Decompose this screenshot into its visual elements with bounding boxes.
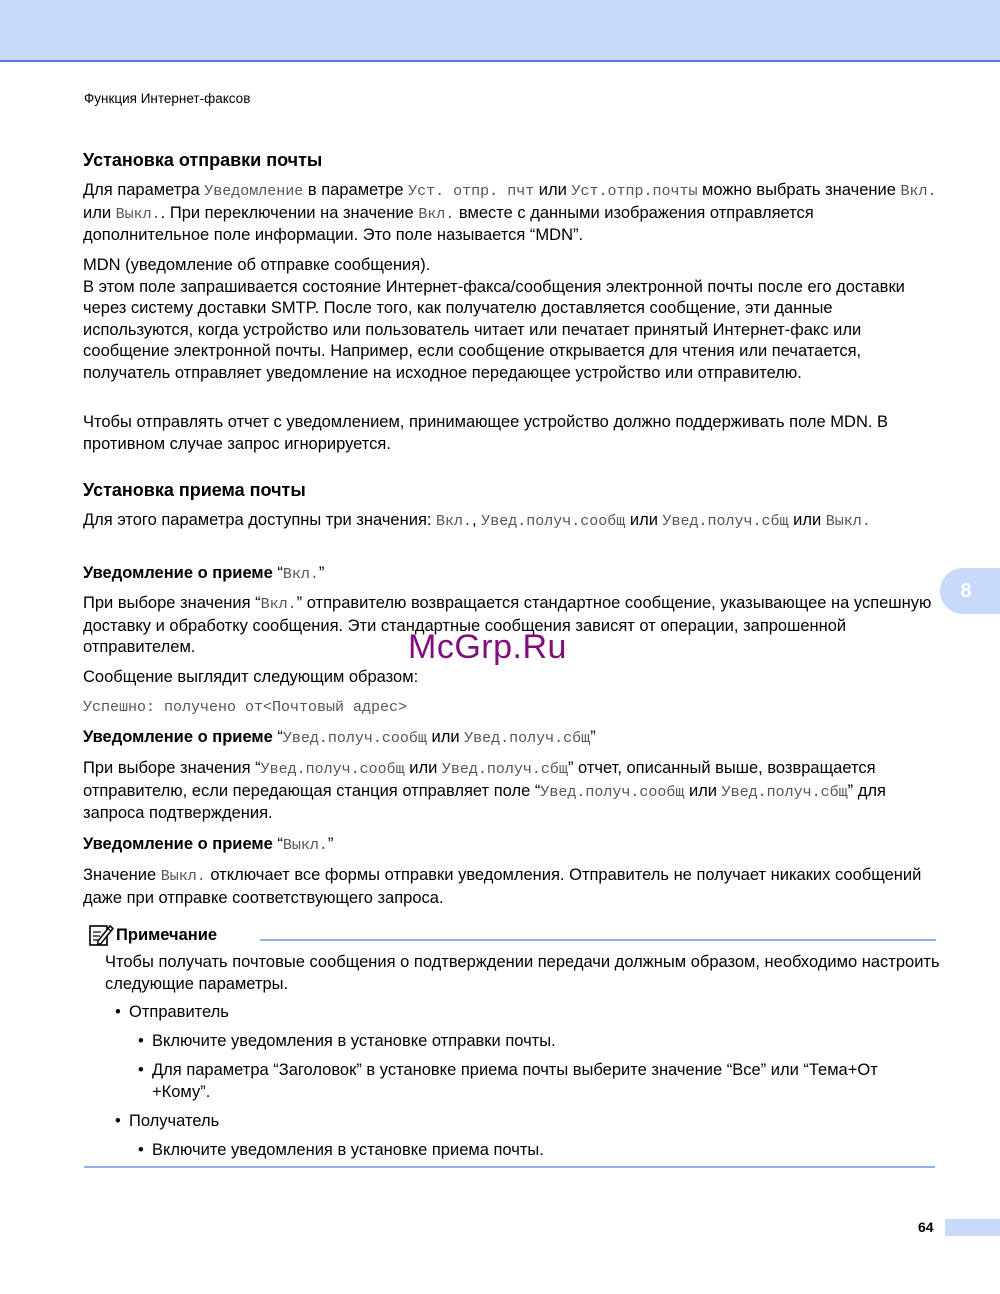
note-divider <box>260 939 936 941</box>
receipt-mdn-text <box>83 758 943 825</box>
note-text: Чтобы получать почтовые сообщения о подтверждении передачи должным образом, необходимо настроить следующие параметры. <box>105 953 940 993</box>
bold-text: Уведомление о приеме <box>83 564 273 582</box>
text-run: При выборе значения “ <box>83 759 261 777</box>
text-run: или <box>625 511 663 529</box>
text-run: “ <box>272 564 283 582</box>
list-item-receiver: • Получатель <box>115 1112 220 1130</box>
display-value: Уведомление <box>204 183 304 200</box>
display-value: Вкл. <box>260 596 297 613</box>
text-run: ” <box>327 835 334 853</box>
display-value: Увед.получ.сбщ <box>464 730 591 747</box>
display-value: Выкл. <box>825 513 871 530</box>
note-title: Примечание <box>116 925 218 944</box>
text-run: “ <box>272 835 283 853</box>
text-run: Для этого параметра доступны три значения: <box>83 511 437 529</box>
send-paragraph-2 <box>83 255 943 384</box>
text-run: ” отправителю возвращается стандартное сообщение, указывающее на успешную доставку и обработку сообщения. Эти стандартные сообщения зависят от операции, запрошенной отправителем. <box>83 594 932 656</box>
text-run: вместе с данными изображения отправляется дополнительное поле информации. Это поле называется “MDN”. <box>83 203 814 244</box>
text-run: или <box>404 759 442 777</box>
text-run: , <box>472 511 482 529</box>
chapter-tab: 8 <box>940 568 1000 614</box>
page-number: 64 <box>918 1219 934 1235</box>
list-item-sender-2: • Для параметра “Заголовок” в установке приема почты выберите значение “Все” или “Тема+От +Кому”. <box>138 1061 878 1101</box>
text-run: или <box>83 203 116 222</box>
receipt-off-text <box>83 865 943 909</box>
display-value: Увед.получ.сбщ <box>441 761 568 778</box>
receiver-label: Получатель <box>129 1112 220 1130</box>
list-item-sender: • Отправитель <box>115 1003 229 1021</box>
display-value: Увед.получ.сбщ <box>662 513 789 530</box>
text-run: “ <box>272 728 283 746</box>
display-value: Выкл. <box>282 837 328 854</box>
send-section-title: Установка отправки почты <box>83 150 323 170</box>
display-value: Вкл. <box>900 183 937 200</box>
bold-text: Уведомление о приеме <box>83 728 273 746</box>
list-item-receiver-1: • Включите уведомления в установке приема почты. <box>138 1141 544 1159</box>
watermark: McGrp.Ru <box>408 628 567 666</box>
receipt-on-title <box>83 563 943 586</box>
text-run: ” <box>590 728 596 746</box>
mdn-description: В этом поле запрашивается состояние Интернет-факса/сообщения электронной почты после его доставки через систему доставки SMTP. После того, как получателю доставляется сообщение, эти данные используются, когда устройство или пользователь читает или печатает принятый Интернет-факс или сообщение электронной почты. Например, если сообщение открывается для чтения или печатается, получатель отправляет уведомление на исходное передающее устройство или отправителю. <box>83 277 905 382</box>
text-run: или <box>426 728 465 746</box>
page-tab <box>945 1219 1000 1236</box>
text-run: можно выбрать значение <box>697 181 901 199</box>
display-value: Увед.получ.сообщ <box>260 761 405 778</box>
receive-intro <box>83 510 943 533</box>
text-run: отключает все формы отправки уведомления. Отправитель не получает никаких сообщений даже при отправке соответствующего запроса. <box>83 866 922 907</box>
send-paragraph-3: Чтобы отправлять отчет с уведомлением, принимающее устройство должно поддерживать поле MDN. В противном случае запрос игнорируется. <box>83 413 889 453</box>
text-run: Значение <box>83 866 161 884</box>
note-header <box>88 923 217 947</box>
display-value: Выкл. <box>115 205 161 223</box>
sender-label: Отправитель <box>129 1003 229 1021</box>
receipt-mdn-title <box>83 727 943 750</box>
display-value: Увед.получ.сообщ <box>282 730 427 747</box>
display-value: Вкл. <box>418 205 455 223</box>
running-title: Функция Интернет-факсов <box>84 91 251 106</box>
text-run: или <box>534 181 572 199</box>
send-paragraph-1 <box>83 180 943 247</box>
header-band <box>0 0 1000 62</box>
text-run: или <box>684 781 722 800</box>
list-item-sender-1: • Включите уведомления в установке отправки почты. <box>138 1032 556 1050</box>
text-run: При выборе значения “ <box>83 594 261 612</box>
text-run: Для параметра <box>83 181 205 199</box>
text-run: ” для запроса подтверждения. <box>83 781 886 822</box>
receive-section-title: Установка приема почты <box>83 480 306 500</box>
text-run: ” <box>318 564 325 582</box>
display-value: Увед.получ.сообщ <box>540 783 685 801</box>
example-intro: Сообщение выглядит следующим образом: <box>83 668 419 686</box>
example-message: Успешно: получено от<Почтовый адрес> <box>83 699 408 716</box>
display-value: Увед.получ.сообщ <box>481 513 626 530</box>
note-bottom-divider <box>84 1166 935 1168</box>
text-run: или <box>788 511 826 529</box>
display-value: Выкл. <box>160 868 206 885</box>
text-run: в параметре <box>303 181 409 199</box>
display-value: Вкл. <box>282 566 319 583</box>
text-run: . При переключении на значение <box>160 203 419 222</box>
receipt-off-title <box>83 834 943 857</box>
display-value: Уст.отпр.почты <box>571 183 698 200</box>
mdn-heading: MDN (уведомление об отправке сообщения). <box>83 256 431 274</box>
display-value: Увед.получ.сбщ <box>721 783 848 801</box>
note-pencil-icon <box>88 923 114 947</box>
bold-text: Уведомление о приеме <box>83 835 273 853</box>
display-value: Вкл. <box>436 513 473 530</box>
text-run: ” отчет, описанный выше, возвращается отправителю, если передающая станция отправляет поле “ <box>83 759 876 800</box>
display-value: Уст. отпр. пчт <box>408 183 535 200</box>
